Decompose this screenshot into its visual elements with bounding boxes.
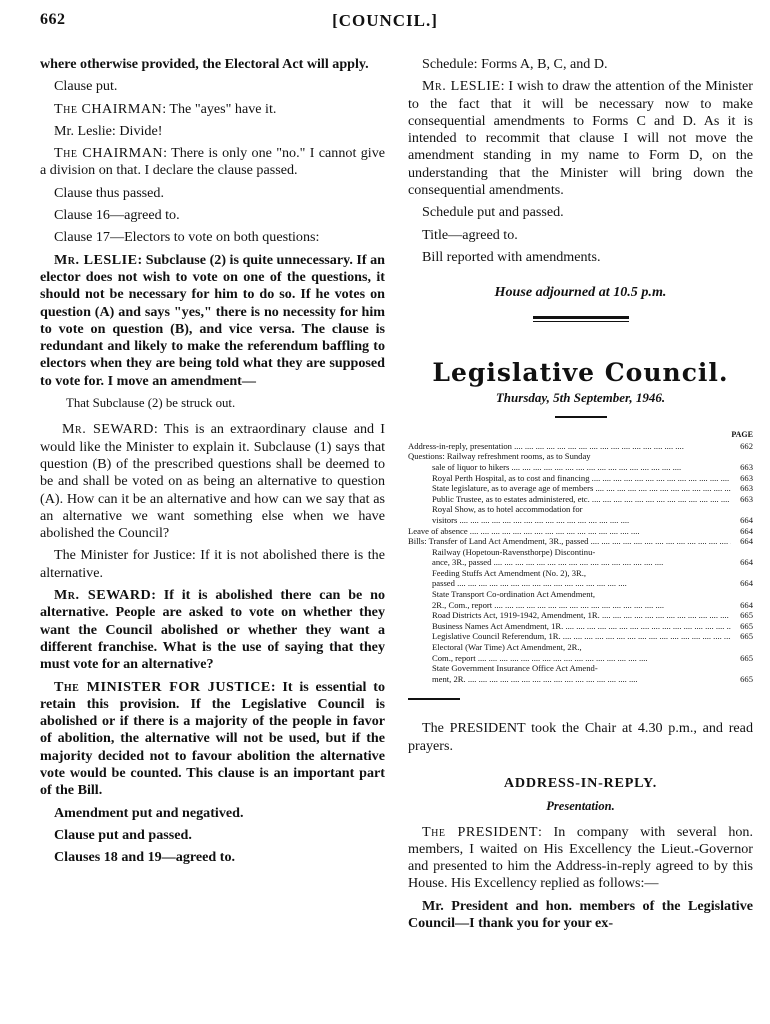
contents-entry-page: 664 bbox=[740, 578, 753, 589]
contents-row bbox=[408, 462, 753, 473]
contents-entry-text: Feeding Stuffs Act Amendment (No. 2), 3R., bbox=[432, 567, 587, 578]
contents-row bbox=[408, 504, 753, 515]
left-column bbox=[40, 56, 385, 871]
speaker-name: The CHAIRMAN bbox=[54, 100, 163, 117]
paragraph: Clause put. bbox=[54, 78, 118, 95]
speech-text: : I wish to draw the attention of the Minister to the fact that it will be necessary now to make consequential amendments to Forms C and D. As it is intended to recommit that clause I will not move the amendment standing in my name to Form D, on the understanding that the Minister will bring down the consequential amendments. bbox=[408, 78, 753, 199]
contents-entry-text: 2R., Com., report .... bbox=[408, 600, 731, 611]
speaker-name: The PRESIDENT bbox=[422, 823, 539, 840]
contents-entry-page: 664 bbox=[740, 525, 753, 536]
contents-entry-text: ance, 3R., passed .... bbox=[408, 557, 731, 568]
paragraph bbox=[40, 587, 385, 673]
contents-row bbox=[408, 621, 753, 632]
contents-entry-page: 665 bbox=[740, 631, 753, 642]
short-rule-divider bbox=[408, 698, 460, 700]
speech-text: : This is an extraordinary clause and I would like the Minister to explain it. Subclause (1) says that question (B) of the prescribed questions shall be deemed to be and shall be voted on as being an alternative to question (A). How can it be an alternative and how can we say that as an alternative we want something else when we have abolished the Council? bbox=[40, 421, 385, 542]
speaker-name: Mr. SEWARD bbox=[62, 421, 154, 438]
contents-entry-page: 663 bbox=[740, 483, 753, 494]
paragraph bbox=[40, 421, 385, 542]
contents-row bbox=[408, 589, 753, 600]
contents-entry-text: sale of liquor to hikers .... bbox=[408, 462, 731, 473]
speaker-name: The CHAIRMAN bbox=[54, 145, 164, 162]
contents-entry-page: 664 bbox=[740, 536, 753, 547]
contents-row bbox=[408, 451, 753, 462]
page-number: 662 bbox=[40, 11, 66, 28]
contents-row bbox=[408, 441, 753, 452]
contents-row bbox=[408, 653, 753, 664]
paragraph: Amendment put and negatived. bbox=[54, 804, 244, 821]
contents-entry-page: 664 bbox=[740, 557, 753, 568]
contents-entry-text: Public Trustee, as to estates administered, etc. .... bbox=[408, 494, 731, 505]
contents-row bbox=[408, 600, 753, 611]
contents-row bbox=[408, 483, 753, 494]
contents-row bbox=[408, 663, 753, 674]
contents-row bbox=[408, 515, 753, 526]
paragraph: Clause 17—Electors to vote on both questions: bbox=[54, 229, 320, 246]
speaker-name: Mr. SEWARD bbox=[54, 587, 152, 604]
speech-text: : There is only one "no." I cannot give a division on that. I declare the clause passed. bbox=[40, 145, 386, 179]
contents-row bbox=[408, 557, 753, 568]
contents-entry-text: Road Districts Act, 1919-1942, Amendment, 1R. .... bbox=[408, 610, 731, 621]
contents-entry-text: Questions: Railway refreshment rooms, as to Sunday bbox=[408, 451, 591, 462]
paragraph: The PRESIDENT took the Chair at 4.30 p.m., and read prayers. bbox=[408, 720, 753, 754]
contents-entry-text: Royal Perth Hospital, as to cost and financing .... bbox=[408, 473, 731, 484]
paragraph: Bill reported with amendments. bbox=[422, 248, 601, 265]
contents-page-label: PAGE bbox=[731, 430, 753, 440]
contents-entry-page: 662 bbox=[740, 440, 753, 451]
contents-row bbox=[408, 473, 753, 484]
paragraph: Clause put and passed. bbox=[54, 826, 192, 843]
amendment-quote: That Subclause (2) be struck out. bbox=[66, 396, 236, 411]
paragraph: Title—agreed to. bbox=[422, 226, 518, 243]
speech-text: : In company with several hon. members, I waited on His Excellency the Lieut.-Governor and presented to him the Address-in-reply agreed to by this House. His Excellency replied as follows:— bbox=[408, 823, 754, 892]
paragraph: Schedule put and passed. bbox=[422, 204, 564, 221]
contents-entry-page: 665 bbox=[740, 620, 753, 631]
contents-entry-text: State Transport Co-ordination Act Amendment, bbox=[432, 589, 596, 600]
speech-text: : The "ayes" have it. bbox=[162, 100, 277, 117]
paragraph: Clauses 18 and 19—agreed to. bbox=[54, 849, 236, 866]
contents-entry-page: 665 bbox=[740, 652, 753, 663]
contents-row bbox=[408, 631, 753, 642]
paragraph bbox=[40, 145, 385, 180]
paragraph: Mr. President and hon. members of the Legislative Council—I thank you for your ex- bbox=[408, 897, 753, 932]
double-rule-divider bbox=[533, 316, 629, 322]
contents-row bbox=[408, 674, 753, 685]
section-subtitle: Presentation. bbox=[546, 799, 615, 814]
contents-row bbox=[408, 547, 753, 558]
contents-row bbox=[408, 526, 753, 537]
speech-text: : If it is abolished there can be no alternative. People are asked to vote on whether they want the Council abolished or whether they want a different franchise. What is the use of saying that they must vote for an alternative? bbox=[40, 587, 386, 673]
contents-entry-page: 663 bbox=[740, 493, 753, 504]
paragraph: Clause 16—agreed to. bbox=[54, 207, 180, 224]
contents-entry-text: Bills: Transfer of Land Act Amendment, 3R., passed .... bbox=[408, 536, 731, 547]
contents-entry-text: State Government Insurance Office Act Amend- bbox=[432, 663, 598, 674]
contents-entry-text: Address-in-reply, presentation .... bbox=[408, 441, 731, 452]
paragraph bbox=[40, 252, 385, 390]
contents-entry-text: Railway (Hopetoun-Ravensthorpe) Discontinu- bbox=[432, 546, 596, 557]
contents-entry-text: Electoral (War Time) Act Amendment, 2R., bbox=[432, 642, 582, 653]
paragraph bbox=[408, 824, 753, 893]
contents-row bbox=[408, 494, 753, 505]
contents-entry-page: 665 bbox=[740, 673, 753, 684]
speech-text: : It is essential to retain this provision. If the Legislative Council is abolished or if there is a majority of the people in favor of abolition, the alternative will not be used, but if the majority decided not to favour abolition the alternative vote would be counted. This clause is an important part of the Bill. bbox=[40, 678, 386, 799]
speaker-name: The MINISTER FOR JUSTICE bbox=[54, 678, 271, 695]
contents-row bbox=[408, 578, 753, 589]
paragraph: Schedule: Forms A, B, C, and D. bbox=[422, 56, 608, 72]
contents-entry-text: Com., report .... bbox=[408, 653, 731, 664]
contents-row bbox=[408, 536, 753, 547]
interjection: Mr. Leslie: Divide! bbox=[54, 122, 163, 139]
speech-text: : Subclause (2) is quite unnecessary. If an elector does not wish to vote on one of the questions, it should not be necessary for him to do so. If he votes on question (A) and says "yes," there is no necessity for him to vote on question (B), and vice versa. The clause is redundant and likely to make the referendum baffling to electors when they are being told what they are supposed to vote for. I move an amendment— bbox=[40, 251, 386, 389]
paragraph bbox=[408, 78, 753, 199]
interjection: The Minister for Justice: If it is not abolished there is the alternative. bbox=[40, 547, 385, 581]
contents-entry-text: Leave of absence .... bbox=[408, 526, 731, 537]
contents-entry-page: 664 bbox=[740, 599, 753, 610]
contents-row bbox=[408, 610, 753, 621]
contents-entry-text: passed .... bbox=[408, 578, 731, 589]
right-column bbox=[408, 56, 753, 937]
contents-entry-page: 663 bbox=[740, 461, 753, 472]
paragraph: Clause thus passed. bbox=[54, 184, 164, 201]
contents-entry-text: Royal Show, as to hotel accommodation for bbox=[432, 504, 583, 515]
contents-entry-text: Business Names Act Amendment, 1R. .... bbox=[408, 621, 731, 632]
contents-rows bbox=[408, 441, 753, 685]
contents-entry-page: 663 bbox=[740, 472, 753, 483]
speaker-name: Mr. LESLIE bbox=[422, 78, 501, 95]
adjournment-notice: House adjourned at 10.5 p.m. bbox=[494, 284, 667, 301]
contents-entry-text: State legislature, as to average age of members .... bbox=[408, 483, 731, 494]
contents-entry-page: 664 bbox=[740, 514, 753, 525]
contents-entry-text: Legislative Council Referendum, 1R. .... bbox=[408, 631, 731, 642]
paragraph: where otherwise provided, the Electoral Act will apply. bbox=[40, 56, 369, 72]
contents-row bbox=[408, 568, 753, 579]
contents-entry-text: ment, 2R. .... bbox=[408, 674, 731, 685]
running-head: [COUNCIL.] bbox=[332, 11, 438, 30]
contents-entry-text: visitors .... bbox=[408, 515, 731, 526]
section-title: ADDRESS-IN-REPLY. bbox=[503, 775, 658, 791]
short-rule-divider bbox=[555, 416, 607, 418]
contents-row bbox=[408, 642, 753, 653]
contents-table bbox=[408, 430, 753, 684]
paragraph bbox=[40, 679, 385, 800]
speaker-name: Mr. LESLIE bbox=[54, 251, 138, 268]
council-title: Legislative Council. bbox=[432, 357, 729, 387]
contents-entry-page: 665 bbox=[740, 610, 753, 621]
paragraph bbox=[40, 101, 385, 118]
sitting-date: Thursday, 5th September, 1946. bbox=[495, 389, 666, 405]
